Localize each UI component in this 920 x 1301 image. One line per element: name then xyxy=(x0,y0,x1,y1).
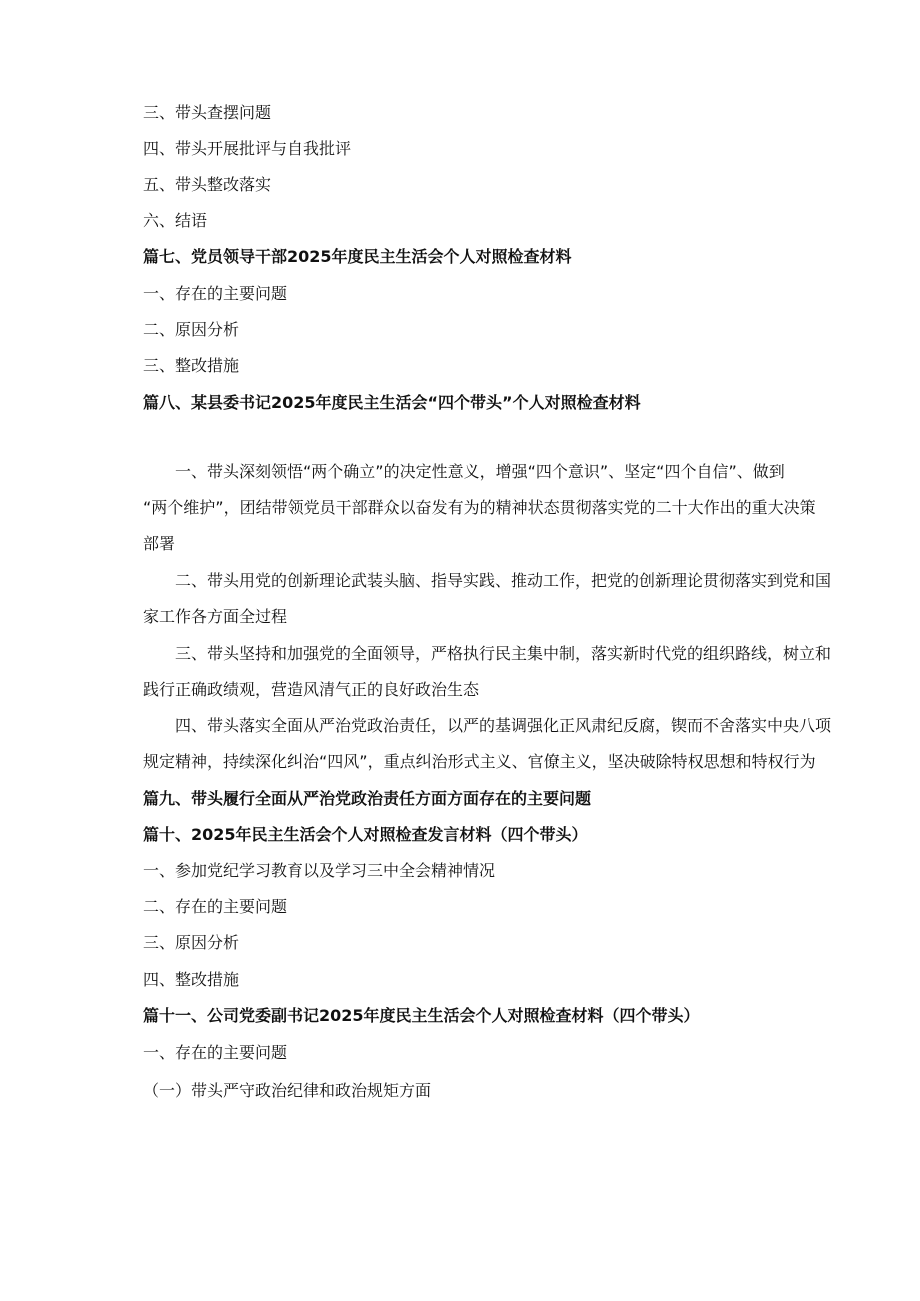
outline-item: （一）带头严守政治纪律和政治规矩方面 xyxy=(143,1081,432,1100)
outline-item: 一、参加党纪学习教育以及学习三中全会精神情况 xyxy=(143,861,496,880)
section-heading: 篇八、某县委书记2025年度民主生活会“四个带头”个人对照检查材料 xyxy=(143,393,641,412)
outline-item: 四、带头开展批评与自我批评 xyxy=(143,139,352,158)
paragraph-line: 四、带头落实全面从严治党政治责任，以严的基调强化正风肃纪反腐，锲而不舍落实中央八项 xyxy=(175,716,832,735)
outline-item: 一、存在的主要问题 xyxy=(143,284,288,303)
section-heading: 篇七、党员领导干部2025年度民主生活会个人对照检查材料 xyxy=(143,247,572,266)
outline-item: 三、带头查摆问题 xyxy=(143,103,272,122)
paragraph-line: 部署 xyxy=(143,534,176,553)
outline-item: 一、存在的主要问题 xyxy=(143,1043,288,1062)
paragraph-line: 三、带头坚持和加强党的全面领导，严格执行民主集中制，落实新时代党的组织路线，树立和 xyxy=(175,644,832,663)
paragraph-line: “两个维护”，团结带领党员干部群众以奋发有为的精神状态贯彻落实党的二十大作出的重大决策 xyxy=(143,498,816,517)
outline-item: 六、结语 xyxy=(143,211,208,230)
body-paragraph xyxy=(143,644,833,716)
body-paragraph xyxy=(143,462,833,570)
paragraph-line: 规定精神，持续深化纠治“四风”，重点纠治形式主义、官僚主义，坚决破除特权思想和特权行为 xyxy=(143,752,816,771)
paragraph-line: 二、带头用党的创新理论武装头脑、指导实践、推动工作，把党的创新理论贯彻落实到党和国 xyxy=(175,571,832,590)
section-heading: 篇九、带头履行全面从严治党政治责任方面方面存在的主要问题 xyxy=(143,789,592,808)
section-heading: 篇十、2025年民主生活会个人对照检查发言材料（四个带头） xyxy=(143,825,588,844)
paragraph-line: 一、带头深刻领悟“两个确立”的决定性意义，增强“四个意识”、坚定“四个自信”、做到 xyxy=(175,462,785,481)
body-paragraph xyxy=(143,571,833,643)
outline-item: 五、带头整改落实 xyxy=(143,175,272,194)
paragraph-line: 家工作各方面全过程 xyxy=(143,607,288,626)
body-paragraph xyxy=(143,716,833,788)
outline-item: 三、整改措施 xyxy=(143,356,240,375)
outline-item: 二、存在的主要问题 xyxy=(143,897,288,916)
outline-item: 二、原因分析 xyxy=(143,320,240,339)
section-heading: 篇十一、公司党委副书记2025年度民主生活会个人对照检查材料（四个带头） xyxy=(143,1006,700,1025)
paragraph-line: 践行正确政绩观，营造风清气正的良好政治生态 xyxy=(143,680,480,699)
outline-item: 四、整改措施 xyxy=(143,970,240,989)
outline-item: 三、原因分析 xyxy=(143,933,240,952)
